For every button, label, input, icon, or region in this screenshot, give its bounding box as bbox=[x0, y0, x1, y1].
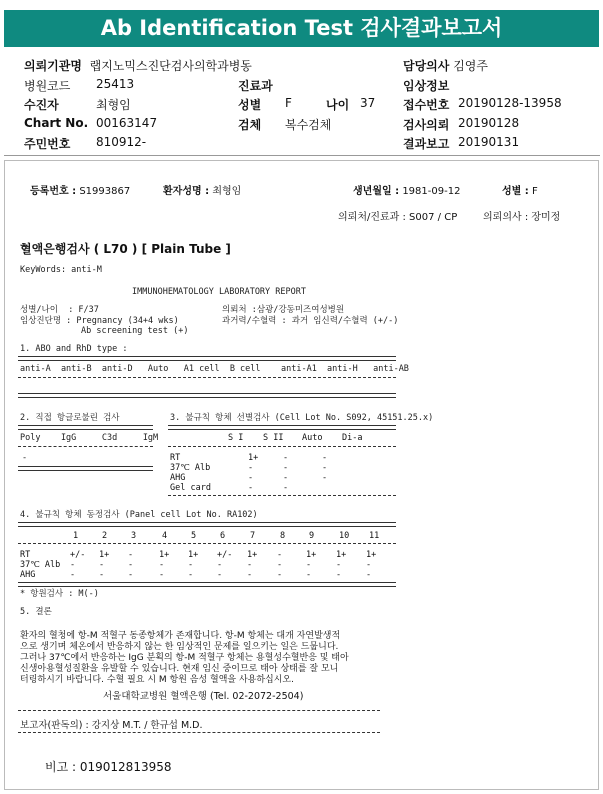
panel-cell: - bbox=[336, 570, 342, 580]
section-conclusion: 5. 결론 bbox=[20, 607, 52, 617]
rule bbox=[18, 425, 153, 430]
rule bbox=[168, 425, 396, 430]
section-screen: 3. 불규칙 항체 선별검사 (Cell Lot No. S092, 45151.25.x) bbox=[170, 413, 434, 423]
clinical-label: 임상정보 bbox=[403, 79, 450, 93]
panel-row-label: 37℃ Alb bbox=[20, 560, 61, 570]
screen-cell: - bbox=[283, 463, 289, 473]
panel-cell: - bbox=[247, 570, 253, 580]
specimen-label: 검체 bbox=[238, 118, 262, 132]
panel-col-header: 6 bbox=[220, 531, 226, 541]
name-row: 환자성명 : 최형임 bbox=[163, 186, 242, 197]
screen-result: Ab screening test (+) bbox=[81, 326, 189, 336]
panel-cell: - bbox=[70, 560, 76, 570]
conclusion-line: 터링하시기 바랍니다. 수혈 필요 시 M 항원 음성 혈액을 사용하십시오. bbox=[20, 675, 294, 685]
doctor-row: 담당의사 김영주 bbox=[403, 59, 488, 73]
panel-cell: 1+ bbox=[336, 550, 347, 560]
dat-columns: Poly IgG C3d IgM bbox=[20, 433, 159, 443]
screen-cell: - bbox=[322, 453, 328, 463]
doctor-line: 의뢰의사 : 장미정 bbox=[483, 212, 561, 223]
section-panel: 4. 불규칙 항체 동정검사 (Panel cell Lot No. RA102) bbox=[20, 510, 258, 520]
panel-cell: 1+ bbox=[188, 550, 199, 560]
rule bbox=[18, 522, 396, 527]
specimen-value: 복수검체 bbox=[285, 118, 332, 132]
rule bbox=[18, 582, 396, 587]
report-label: 결과보고 bbox=[403, 137, 450, 151]
hospital-code: 25413 bbox=[96, 77, 135, 91]
rule bbox=[168, 495, 396, 497]
chart-label: Chart No. bbox=[24, 116, 89, 130]
sex-label: 성별 bbox=[238, 98, 262, 112]
panel-row-label: RT bbox=[20, 550, 31, 560]
panel-col-header: 8 bbox=[280, 531, 286, 541]
panel-col-header: 10 bbox=[339, 531, 350, 541]
panel-cell: - bbox=[247, 560, 253, 570]
panel-cell: - bbox=[336, 560, 342, 570]
panel-cell: 1+ bbox=[247, 550, 258, 560]
request-date: 20190128 bbox=[458, 116, 520, 130]
panel-cell: - bbox=[306, 560, 312, 570]
rule bbox=[18, 356, 396, 361]
screen-cell: - bbox=[283, 453, 289, 463]
panel-col-header: 2 bbox=[102, 531, 108, 541]
screen-row-label: AHG bbox=[170, 473, 186, 483]
screen-row-label: RT bbox=[170, 453, 181, 463]
panel-cell: - bbox=[99, 570, 105, 580]
dat-value: - bbox=[22, 453, 28, 463]
reporter-line: 보고자(판독의) : 강지상 M.T. / 한규섭 M.D. bbox=[20, 720, 203, 731]
panel-cell: - bbox=[159, 570, 165, 580]
dob-row: 생년월일 : 1981-09-12 bbox=[353, 186, 461, 197]
rule bbox=[18, 732, 380, 734]
panel-col-header: 1 bbox=[73, 531, 79, 541]
screen-col-header: S I bbox=[228, 433, 244, 443]
screen-row-label: Gel card bbox=[170, 483, 211, 493]
rule bbox=[18, 377, 396, 379]
screen-col-header: Di-a bbox=[342, 433, 363, 443]
hospital-code-label: 병원코드 bbox=[24, 79, 71, 93]
screen-cell: - bbox=[322, 463, 328, 473]
request-label: 검사의뢰 bbox=[403, 118, 450, 132]
section-dat: 2. 직접 항글로불린 검사 bbox=[20, 413, 120, 423]
rule bbox=[18, 466, 153, 471]
requester: 의뢰처 :삼광/강동미즈여성병원 bbox=[222, 305, 345, 315]
report-date: 20190131 bbox=[458, 135, 520, 149]
id-number: 810912- bbox=[96, 135, 147, 149]
panel-cell: - bbox=[188, 570, 194, 580]
sex-value: F bbox=[285, 96, 292, 110]
panel-cell: - bbox=[217, 560, 223, 570]
lab-title: IMMUNOHEMATOLOGY LABORATORY REPORT bbox=[132, 287, 306, 297]
dept-line: 의뢰처/진료과 : S007 / CP bbox=[338, 212, 458, 223]
header-divider bbox=[4, 155, 600, 156]
antigen-test: * 항원검사 : M(-) bbox=[20, 589, 99, 599]
receipt-number: 20190128-13958 bbox=[458, 96, 562, 110]
rule bbox=[18, 393, 396, 398]
panel-cell: - bbox=[217, 570, 223, 580]
screen-cell: - bbox=[283, 473, 289, 483]
rule bbox=[18, 446, 153, 448]
id-label: 주민번호 bbox=[24, 137, 71, 151]
conclusion-line: 으로 생기며 체온에서 반응하지 않는 한 임상적인 문제를 일으키는 일은 드뭅니다. bbox=[20, 642, 339, 652]
panel-col-header: 5 bbox=[191, 531, 197, 541]
screen-cell: - bbox=[248, 463, 254, 473]
panel-cell: - bbox=[128, 570, 134, 580]
conclusion-line: 신생아용혈성질환을 유발할 수 있습니다. 현재 임신 중이므로 태아 상태를 잘 모니 bbox=[20, 664, 339, 674]
abo-columns: anti-A anti-B anti-D Auto A1 cell B cell anti-A1 anti-H anti-AB bbox=[20, 364, 409, 374]
keywords: KeyWords: anti-M bbox=[20, 265, 102, 275]
panel-cell: 1+ bbox=[306, 550, 317, 560]
rule bbox=[18, 543, 396, 545]
conclusion-line: 환자의 혈청에 항-M 적혈구 동종항체가 존재합니다. 항-M 항체는 대개 자연발생적 bbox=[20, 631, 341, 641]
screen-cell: - bbox=[248, 483, 254, 493]
report-title: Ab Identification Test 검사결과보고서 bbox=[4, 10, 599, 47]
screen-cell: - bbox=[322, 473, 328, 483]
panel-cell: - bbox=[277, 550, 283, 560]
chart-number: 00163147 bbox=[96, 116, 158, 130]
panel-col-header: 9 bbox=[309, 531, 315, 541]
patient-name: 최형임 bbox=[96, 98, 131, 112]
section-title: 혈액은행검사 ( L70 ) [ Plain Tube ] bbox=[20, 242, 231, 256]
diagnosis: 임상진단명 : Pregnancy (34+4 wks) bbox=[20, 316, 179, 326]
age-label: 나이 bbox=[326, 98, 350, 112]
panel-col-header: 11 bbox=[369, 531, 380, 541]
section-abo: 1. ABO and RhD type : bbox=[20, 344, 128, 354]
rule bbox=[168, 446, 396, 448]
panel-cell: 1+ bbox=[366, 550, 377, 560]
receipt-label: 접수번호 bbox=[403, 98, 450, 112]
doc-sex-row: 성별 : F bbox=[502, 186, 538, 197]
conclusion-line: 그러나 37℃에서 반응하는 IgG 분획의 항-M 적혈구 항체는 용혈성수혈반응 및 태아 bbox=[20, 653, 349, 663]
panel-cell: - bbox=[70, 570, 76, 580]
panel-cell: - bbox=[277, 560, 283, 570]
screen-col-header: S II bbox=[263, 433, 284, 443]
panel-cell: - bbox=[277, 570, 283, 580]
reg-row: 등록번호 : S1993867 bbox=[30, 186, 131, 197]
screen-cell: 1+ bbox=[248, 453, 259, 463]
panel-cell: - bbox=[99, 560, 105, 570]
blood-bank-line: 서울대학교병원 혈액은행 (Tel. 02-2072-2504) bbox=[103, 691, 304, 702]
screen-cell: - bbox=[283, 483, 289, 493]
panel-cell: 1+ bbox=[159, 550, 170, 560]
history: 과거력/수혈력 : 과거 임신력/수혈력 (+/-) bbox=[222, 316, 399, 326]
panel-row-label: AHG bbox=[20, 570, 36, 580]
panel-cell: - bbox=[366, 570, 372, 580]
panel-cell: - bbox=[188, 560, 194, 570]
rule bbox=[18, 710, 380, 712]
screen-cell: - bbox=[248, 473, 254, 483]
institution-row: 의뢰기관명 랩지노믹스진단검사의학과병동 bbox=[24, 59, 252, 73]
screen-col-header: Auto bbox=[302, 433, 323, 443]
panel-cell: 1+ bbox=[99, 550, 110, 560]
panel-cell: +/- bbox=[70, 550, 86, 560]
patient-label: 수진자 bbox=[24, 98, 59, 112]
dept-label: 진료과 bbox=[238, 79, 273, 93]
age-value: 37 bbox=[360, 96, 376, 110]
panel-cell: - bbox=[128, 550, 134, 560]
panel-cell: - bbox=[306, 570, 312, 580]
panel-col-header: 7 bbox=[250, 531, 256, 541]
screen-row-label: 37℃ Alb bbox=[170, 463, 211, 473]
sex-age: 성별/나이 : F/37 bbox=[20, 305, 99, 315]
panel-col-header: 3 bbox=[131, 531, 137, 541]
panel-cell: +/- bbox=[217, 550, 233, 560]
panel-col-header: 4 bbox=[162, 531, 168, 541]
panel-cell: - bbox=[128, 560, 134, 570]
panel-cell: - bbox=[366, 560, 372, 570]
panel-cell: - bbox=[159, 560, 165, 570]
note-row: 비고 : 019012813958 bbox=[45, 760, 172, 774]
